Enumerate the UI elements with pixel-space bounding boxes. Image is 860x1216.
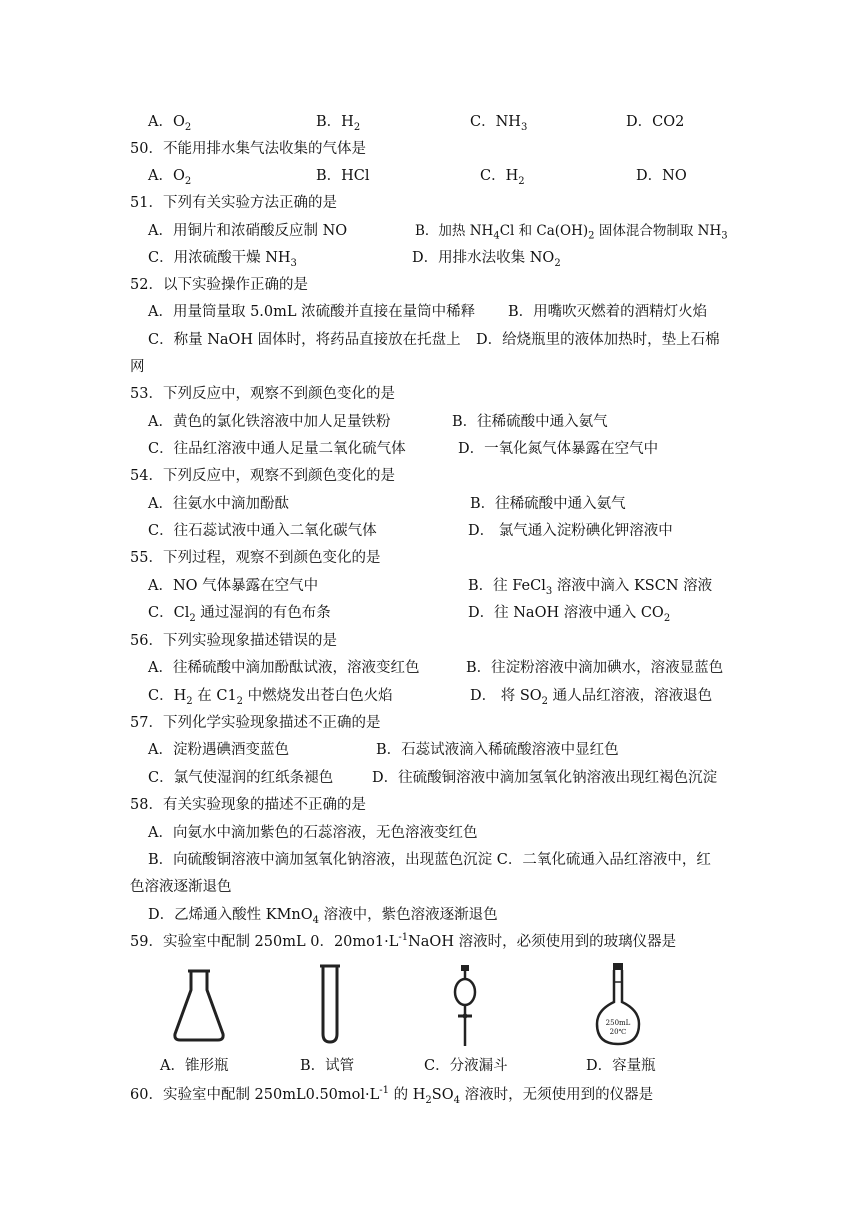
question-59: 59．实验室中配制 250mL 0．$20mo1\cdot L^{-1}NaOH$ 溶液时，必须使用到的玻璃仪器是 [130,932,677,950]
separatory-funnel-icon [448,964,482,1048]
option-d: D．用排水法收集 $NO_2$ [412,250,561,269]
option-d: D． 将 $SO_2$ 通人品红溶液，溶液退色 [470,688,713,707]
option-a: A．$O_2$ [148,114,192,133]
option-c: C．往品红溶液中通人足量二氧化硫气体 [148,441,406,457]
option-c-cont: 色溶液逐渐退色 [130,879,232,895]
option-c: C．氯气使湿润的红纸条褪色 [148,770,334,786]
option-b: B．加热 $NH_4Cl$ 和 $Ca(OH)_2$ 固体混合物制取 $NH_3$ [415,223,728,242]
conical-flask-icon [172,966,226,1046]
flask-volume-label: 250mL [605,1019,631,1027]
option-d-cont: 网 [130,359,145,375]
option-a: A．往稀硫酸中滴加酚酞试液，溶液变红色 [148,660,420,676]
question-55: 55．下列过程，观察不到颜色变化的是 [130,550,381,566]
question-52: 52．以下实验操作正确的是 [130,277,308,293]
test-tube-icon [318,962,342,1046]
option-c: C．$NH_3$ [470,114,528,133]
option-b: B．向硫酸铜溶液中滴加氢氧化钠溶液，出现蓝色沉淀 C．二氧化硫通入品红溶液中，红 [148,852,711,868]
option-d: D．乙烯通入酸性 KMnO$_4$ 溶液中，紫色溶液逐渐退色 [148,907,498,926]
option-b: B．$H_2$ [316,114,361,133]
question-54: 54．下列反应中，观察不到颜色变化的是 [130,468,395,484]
option-a: A．用量筒量取 5.0mL 浓硫酸并直接在量筒中稀释 [148,304,476,320]
option-a: A．$O_2$ [148,168,192,187]
option-a: A．淀粉遇碘酒变蓝色 [148,742,289,758]
option-d: D．往硫酸铜溶液中滴加氢氧化钠溶液出现红褐色沉淀 [372,770,718,786]
question-56: 56．下列实验现象描述错误的是 [130,633,337,649]
flask-temp-label: 20℃ [609,1028,627,1036]
volumetric-flask [593,962,643,1048]
option-d: D．一氧化氮气体暴露在空气中 [458,441,659,457]
option-c: C．$Cl_2$ 通过湿润的有色布条 [148,605,331,624]
option-c: C．$H_2$ 在 $C1_2$ 中燃烧发出苍白色火焰 [148,688,393,707]
option-a: A．锥形瓶 [160,1058,229,1074]
question-57: 57．下列化学实验现象描述不正确的是 [130,715,381,731]
question-58: 58．有关实验现象的描述不正确的是 [130,797,366,813]
option-a: A．向氨水中滴加紫色的石蕊溶液，无色溶液变红色 [148,825,478,841]
option-c: C．往石蕊试液中通入二氧化碳气体 [148,523,377,539]
question-53: 53．下列反应中，观察不到颜色变化的是 [130,386,395,402]
option-b: B．往 FeCl$_3$ 溶液中滴入 KSCN 溶液 [468,578,713,597]
option-d: D．CO2 [626,114,685,130]
option-b: B．HCl [316,168,370,184]
option-a: A．用铜片和浓硝酸反应制 NO [148,223,348,239]
option-d: D．容量瓶 [586,1058,656,1074]
option-c: C．称量 NaOH 固体时，将药品直接放在托盘上 [148,332,461,348]
option-a: A．NO 气体暴露在空气中 [148,578,319,594]
option-b: B．试管 [300,1058,355,1074]
question-51: 51．下列有关实验方法正确的是 [130,195,337,211]
option-b: B．石蕊试液滴入稀硫酸溶液中显红色 [376,742,619,758]
option-d: D．NO [636,168,687,184]
option-a: A．黄色的氯化铁溶液中加人足量铁粉 [148,414,391,430]
option-b: B．往淀粉溶液中滴加碘水，溶液显蓝色 [466,660,724,676]
option-c: C．用浓硫酸干燥 $NH_3$ [148,250,297,269]
question-60: 60．实验室中配制 $250mL0.50mol\cdot L^{-1}$ 的 $H_2SO_4$ 溶液时，无须使用到的仪器是 [130,1085,654,1106]
option-d: D． 氯气通入淀粉碘化钾溶液中 [468,523,673,539]
question-50: 50．不能用排水集气法收集的气体是 [130,141,366,157]
option-c: C．$H_2$ [480,168,525,187]
option-d: D．给烧瓶里的液体加热时，垫上石棉 [476,332,720,348]
option-c: C．分液漏斗 [424,1058,508,1074]
option-a: A．往氨水中滴加酚酞 [148,496,289,512]
option-b: B．用嘴吹灭燃着的酒精灯火焰 [508,304,708,320]
option-b: B．往稀硫酸中通入氨气 [452,414,608,430]
option-d: D．往 NaOH 溶液中通入 $CO_2$ [468,605,671,624]
option-b: B．往稀硫酸中通入氨气 [470,496,626,512]
